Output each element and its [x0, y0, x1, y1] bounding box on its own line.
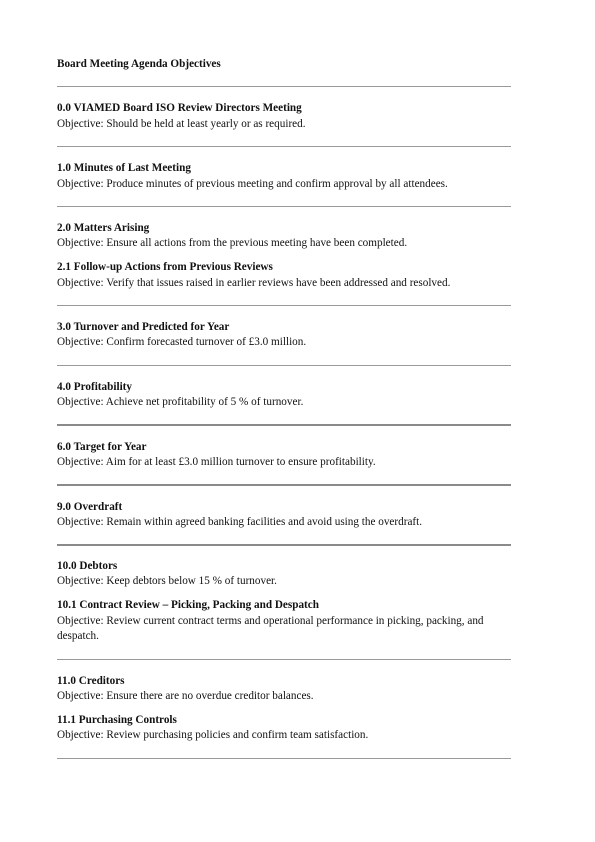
section-objective: Objective: Keep debtors below 15 % of turnover. — [57, 575, 277, 587]
section-heading: 10.0 Debtors — [57, 560, 118, 572]
section-objective: Objective: Ensure all actions from the previous meeting have been completed. — [57, 237, 408, 249]
section-objective: Objective: Aim for at least £3.0 million turnover to ensure profitability. — [57, 456, 376, 468]
section-heading: 2.0 Matters Arising — [57, 222, 150, 234]
divider — [57, 758, 511, 759]
section-objective: Objective: Produce minutes of previous meeting and confirm approval by all attendees. — [57, 178, 448, 190]
subsection-objective: Objective: Review purchasing policies and confirm team satisfaction. — [57, 729, 369, 741]
section-heading: 3.0 Turnover and Predicted for Year — [57, 321, 230, 333]
subsection-heading: 2.1 Follow-up Actions from Previous Reviews — [57, 261, 273, 273]
section-heading: 6.0 Target for Year — [57, 441, 147, 453]
section-objective: Objective: Ensure there are no overdue creditor balances. — [57, 690, 314, 702]
section-objective: Objective: Achieve net profitability of 5 % of turnover. — [57, 396, 304, 408]
subsection-heading: 10.1 Contract Review – Picking, Packing and Despatch — [57, 599, 319, 611]
divider — [57, 146, 511, 147]
divider — [57, 424, 511, 426]
section-heading: 4.0 Profitability — [57, 381, 132, 393]
section-heading: 1.0 Minutes of Last Meeting — [57, 162, 191, 174]
divider — [57, 659, 511, 660]
section-heading: 11.0 Creditors — [57, 675, 125, 687]
document-title: Board Meeting Agenda Objectives — [57, 58, 221, 70]
subsection-heading: 11.1 Purchasing Controls — [57, 714, 177, 726]
section-heading: 0.0 VIAMED Board ISO Review Directors Meeting — [57, 102, 302, 114]
divider — [57, 365, 511, 366]
divider — [57, 305, 511, 306]
subsection-objective: Objective: Verify that issues raised in earlier reviews have been addressed and resolved. — [57, 277, 451, 289]
subsection-objective: Objective: Review current contract terms and operational performance in picking, packing, and despatch. — [57, 615, 484, 642]
divider — [57, 484, 511, 486]
divider — [57, 206, 511, 207]
divider — [57, 86, 511, 87]
divider — [57, 544, 511, 546]
section-heading: 9.0 Overdraft — [57, 501, 123, 513]
section-objective: Objective: Remain within agreed banking facilities and avoid using the overdraft. — [57, 516, 423, 528]
section-objective: Objective: Confirm forecasted turnover of £3.0 million. — [57, 336, 307, 348]
section-objective: Objective: Should be held at least yearly or as required. — [57, 118, 306, 130]
